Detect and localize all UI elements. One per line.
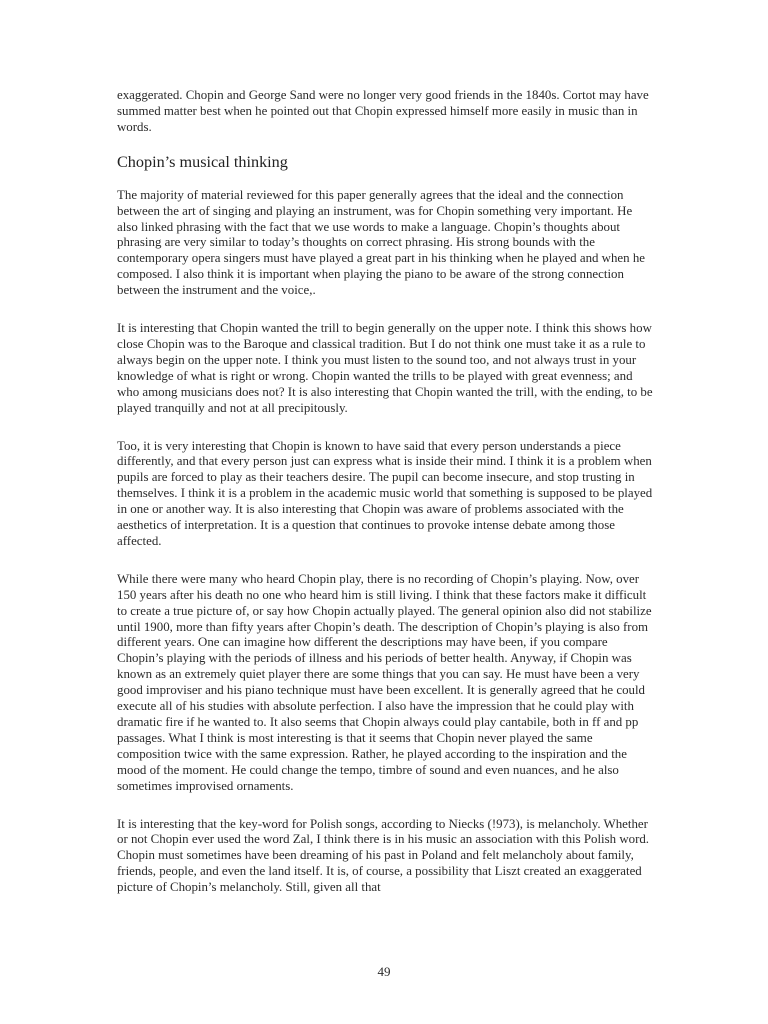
document-page — [117, 88, 653, 918]
paragraph-playing-style: While there were many who heard Chopin play, there is no recording of Chopin’s playing. Now, over 150 years after his death no one who heard him is still living. I think that these factors make it difficult to create a true picture of, or say how Chopin actually played. The general opinion also did not stabilize until 1900, more than fifty years after Chopin’s death. The description of Chopin’s playing is also from different years. One can imagine how different the descriptions may have been, if you compare Chopin’s playing with the periods of illness and his periods of better health. Anyway, if Chopin was known as an extremely quiet player there are some things that you can say. He must have been a very good improviser and his piano technique must have been excellent. It is generally agreed that he could execute all of his studies with absolute perfection. I also have the impression that he could play with dramatic fire if he wanted to. It also seems that Chopin always could play cantabile, both in ff and pp passages. What I think is most interesting is that it seems that Chopin never played the same composition twice with the same expression. Rather, he played according to the inspiration and the mood of the moment. He could change the tempo, timbre of sound and even nuances, and he also sometimes improvised ornaments. — [117, 571, 652, 793]
paragraph-interpretation: Too, it is very interesting that Chopin is known to have said that every person understands a piece differently, and that every person just can express what is inside their mind. I think it is a problem when pupils are forced to play as their teachers desire. The pupil can become insecure, and stop trusting in themselves. I think it is a problem in the academic music world that something is supposed to be played in one or another way. It is also interesting that Chopin was aware of problems associated with the aesthetics of interpretation. It is a question that continues to provoke intense debate among those affected. — [117, 438, 653, 548]
section-heading: Chopin’s musical thinking — [117, 152, 288, 171]
page-number: 49 — [377, 964, 391, 979]
paragraph-melancholy: It is interesting that the key-word for Polish songs, according to Niecks (!973), is melancholy. Whether or not Chopin ever used the word Zal, I think there is in his music an association with this Polish word. Chopin must sometimes have been dreaming of his past in Poland and felt melancholy about family, friends, people, and even the land itself. It is, of course, a possibility that Liszt created an exaggerated picture of Chopin’s melancholy. Still, given all that — [117, 816, 650, 895]
paragraph-singing-connection: The majority of material reviewed for this paper generally agrees that the ideal and the connection between the art of singing and playing an instrument, was for Chopin something very important. He also linked phrasing with the fact that we use words to make a language. Chopin’s thoughts about phrasing are very similar to today’s thoughts on correct phrasing. His strong bounds with the contemporary opera singers must have played a great part in his thinking when he played and when he composed. I also think it is important when playing the piano to be aware of the strong connection between the instrument and the voice,. — [117, 187, 645, 298]
paragraph-intro: exaggerated. Chopin and George Sand were no longer very good friends in the 1840s. Cortot may have summed matter best when he pointed out that Chopin expressed himself more easily in music than in words. — [117, 88, 649, 134]
paragraph-trill: It is interesting that Chopin wanted the trill to begin generally on the upper note. I think this shows how close Chopin was to the Baroque and classical tradition. But I do not think one must take it as a rule to always begin on the upper note. I think you must listen to the sound too, and not always trust in your knowledge of what is right or wrong. Chopin wanted the trills to be played with great evenness; and who among musicians does not? It is also interesting that Chopin wanted the trill, with the ending, to be played tranquilly and not at all precipitously. — [117, 321, 653, 415]
